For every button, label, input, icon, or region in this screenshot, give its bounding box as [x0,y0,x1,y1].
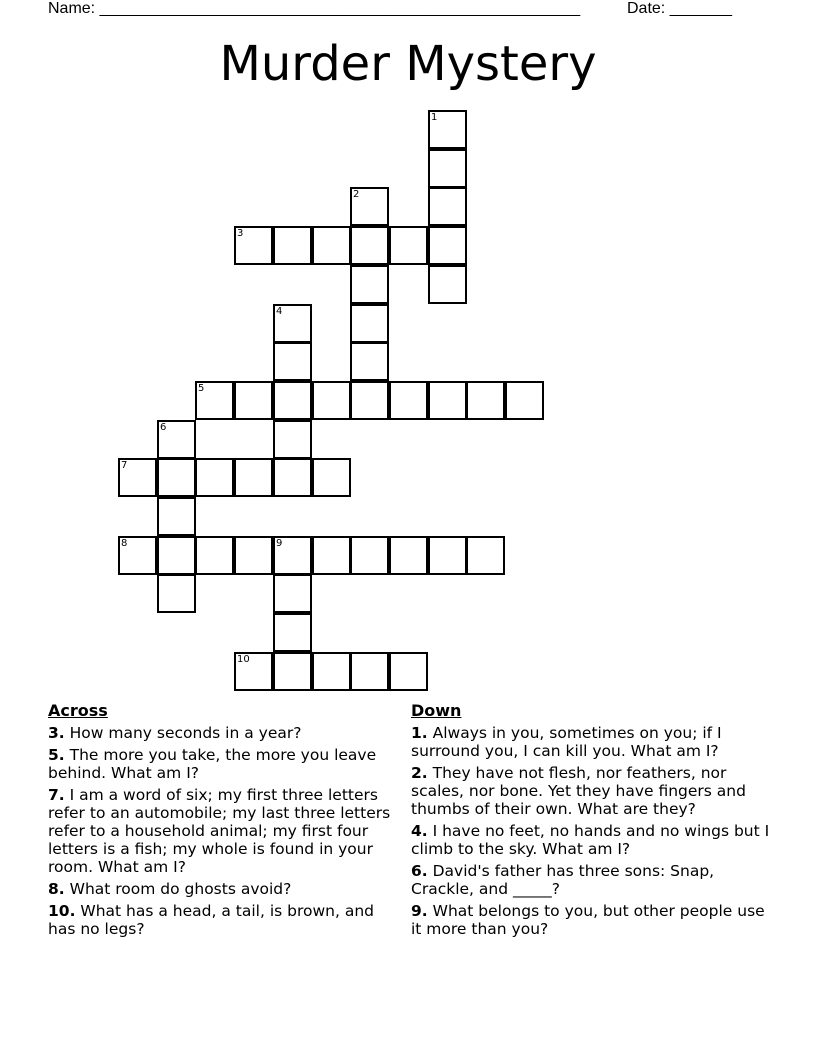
cell-number: 1 [431,112,438,123]
grid-cell[interactable] [389,381,428,420]
grid-cell[interactable] [157,420,196,459]
across-heading: Across [48,701,108,720]
across-clue-7 [48,786,400,876]
grid-cell[interactable] [389,536,428,575]
cell-number: 2 [353,189,360,200]
grid-cell[interactable] [157,458,196,497]
cell-number: 6 [160,422,167,433]
down-clue-2 [411,764,773,818]
grid-cell[interactable] [273,458,312,497]
clue-text: What has a head, a tail, is brown, and has no legs? [48,902,374,938]
grid-cell[interactable] [157,536,196,575]
clue-text: They have not flesh, nor feathers, nor scales, nor bone. Yet they have fingers and thumbs of their own. What are they? [411,764,746,818]
clue-text: What belongs to you, but other people use it more than you? [411,902,765,938]
down-clue-6 [411,862,773,898]
grid-cell[interactable] [350,226,389,265]
cell-number: 4 [276,306,283,317]
name-label: Name: ______________________________________________________ [48,0,581,17]
across-clues [48,702,400,942]
grid-cell[interactable] [118,536,157,575]
grid-cell[interactable] [389,652,428,691]
clue-number: 2. [411,764,428,782]
grid-cell[interactable] [273,652,312,691]
clue-number: 7. [48,786,65,804]
grid-cell[interactable] [350,187,389,226]
clue-number: 8. [48,880,65,898]
clue-text: I have no feet, no hands and no wings but I climb to the sky. What am I? [411,822,770,858]
across-clue-8 [48,880,400,898]
grid-cell[interactable] [195,458,234,497]
grid-cell[interactable] [350,652,389,691]
grid-cell[interactable] [234,381,273,420]
cell-number: 8 [121,538,128,549]
grid-cell[interactable] [273,381,312,420]
grid-cell[interactable] [312,381,351,420]
across-clue-3 [48,724,400,742]
grid-cell[interactable] [273,420,312,459]
grid-cell[interactable] [428,536,467,575]
grid-cell[interactable] [195,381,234,420]
grid-cell[interactable] [350,265,389,304]
down-clue-9 [411,902,773,938]
grid-cell[interactable] [234,652,273,691]
grid-cell[interactable] [273,304,312,343]
grid-cell[interactable] [428,187,467,226]
clue-text: How many seconds in a year? [64,724,302,742]
page-title: Murder Mystery [219,36,597,92]
grid-cell[interactable] [389,226,428,265]
grid-cell[interactable] [273,536,312,575]
cell-number: 3 [237,228,244,239]
clue-number: 10. [48,902,76,920]
grid-cell[interactable] [234,536,273,575]
date-label: Date: _______ [627,0,732,17]
across-clue-10 [48,902,400,938]
grid-cell[interactable] [312,458,351,497]
grid-cell[interactable] [466,536,505,575]
clue-text: David's father has three sons: Snap, Crackle, and _____? [411,862,715,898]
clue-text: The more you take, the more you leave behind. What am I? [48,746,377,782]
clue-number: 1. [411,724,428,742]
clue-text: Always in you, sometimes on you; if I surround you, I can kill you. What am I? [411,724,722,760]
across-clue-5 [48,746,400,782]
clue-number: 5. [48,746,65,764]
grid-cell[interactable] [273,574,312,613]
grid-cell[interactable] [273,342,312,381]
grid-cell[interactable] [350,342,389,381]
clue-number: 9. [411,902,428,920]
grid-cell[interactable] [157,574,196,613]
grid-cell[interactable] [195,536,234,575]
down-heading: Down [411,701,462,720]
grid-cell[interactable] [428,226,467,265]
grid-cell[interactable] [312,536,351,575]
grid-cell[interactable] [312,226,351,265]
down-clues [411,702,773,942]
down-clue-1 [411,724,773,760]
grid-cell[interactable] [505,381,544,420]
cell-number: 7 [121,460,128,471]
clue-text: I am a word of six; my first three letters refer to an automobile; my last three letters refer to a household animal; my first four letters is a fish; my whole is found in your room. What am I? [48,786,391,876]
grid-cell[interactable] [234,226,273,265]
cell-number: 5 [198,383,205,394]
grid-cell[interactable] [273,613,312,652]
grid-cell[interactable] [312,652,351,691]
grid-cell[interactable] [428,149,467,188]
clue-number: 6. [411,862,428,880]
grid-cell[interactable] [428,265,467,304]
grid-cell[interactable] [118,458,157,497]
cell-number: 10 [237,654,250,665]
grid-cell[interactable] [157,497,196,536]
grid-cell[interactable] [466,381,505,420]
grid-cell[interactable] [428,381,467,420]
grid-cell[interactable] [350,536,389,575]
clue-number: 3. [48,724,65,742]
cell-number: 9 [276,538,283,549]
clue-text: What room do ghosts avoid? [64,880,292,898]
grid-cell[interactable] [350,381,389,420]
down-clue-4 [411,822,773,858]
grid-cell[interactable] [350,304,389,343]
grid-cell[interactable] [273,226,312,265]
grid-cell[interactable] [234,458,273,497]
clue-number: 4. [411,822,428,840]
grid-cell[interactable] [428,110,467,149]
